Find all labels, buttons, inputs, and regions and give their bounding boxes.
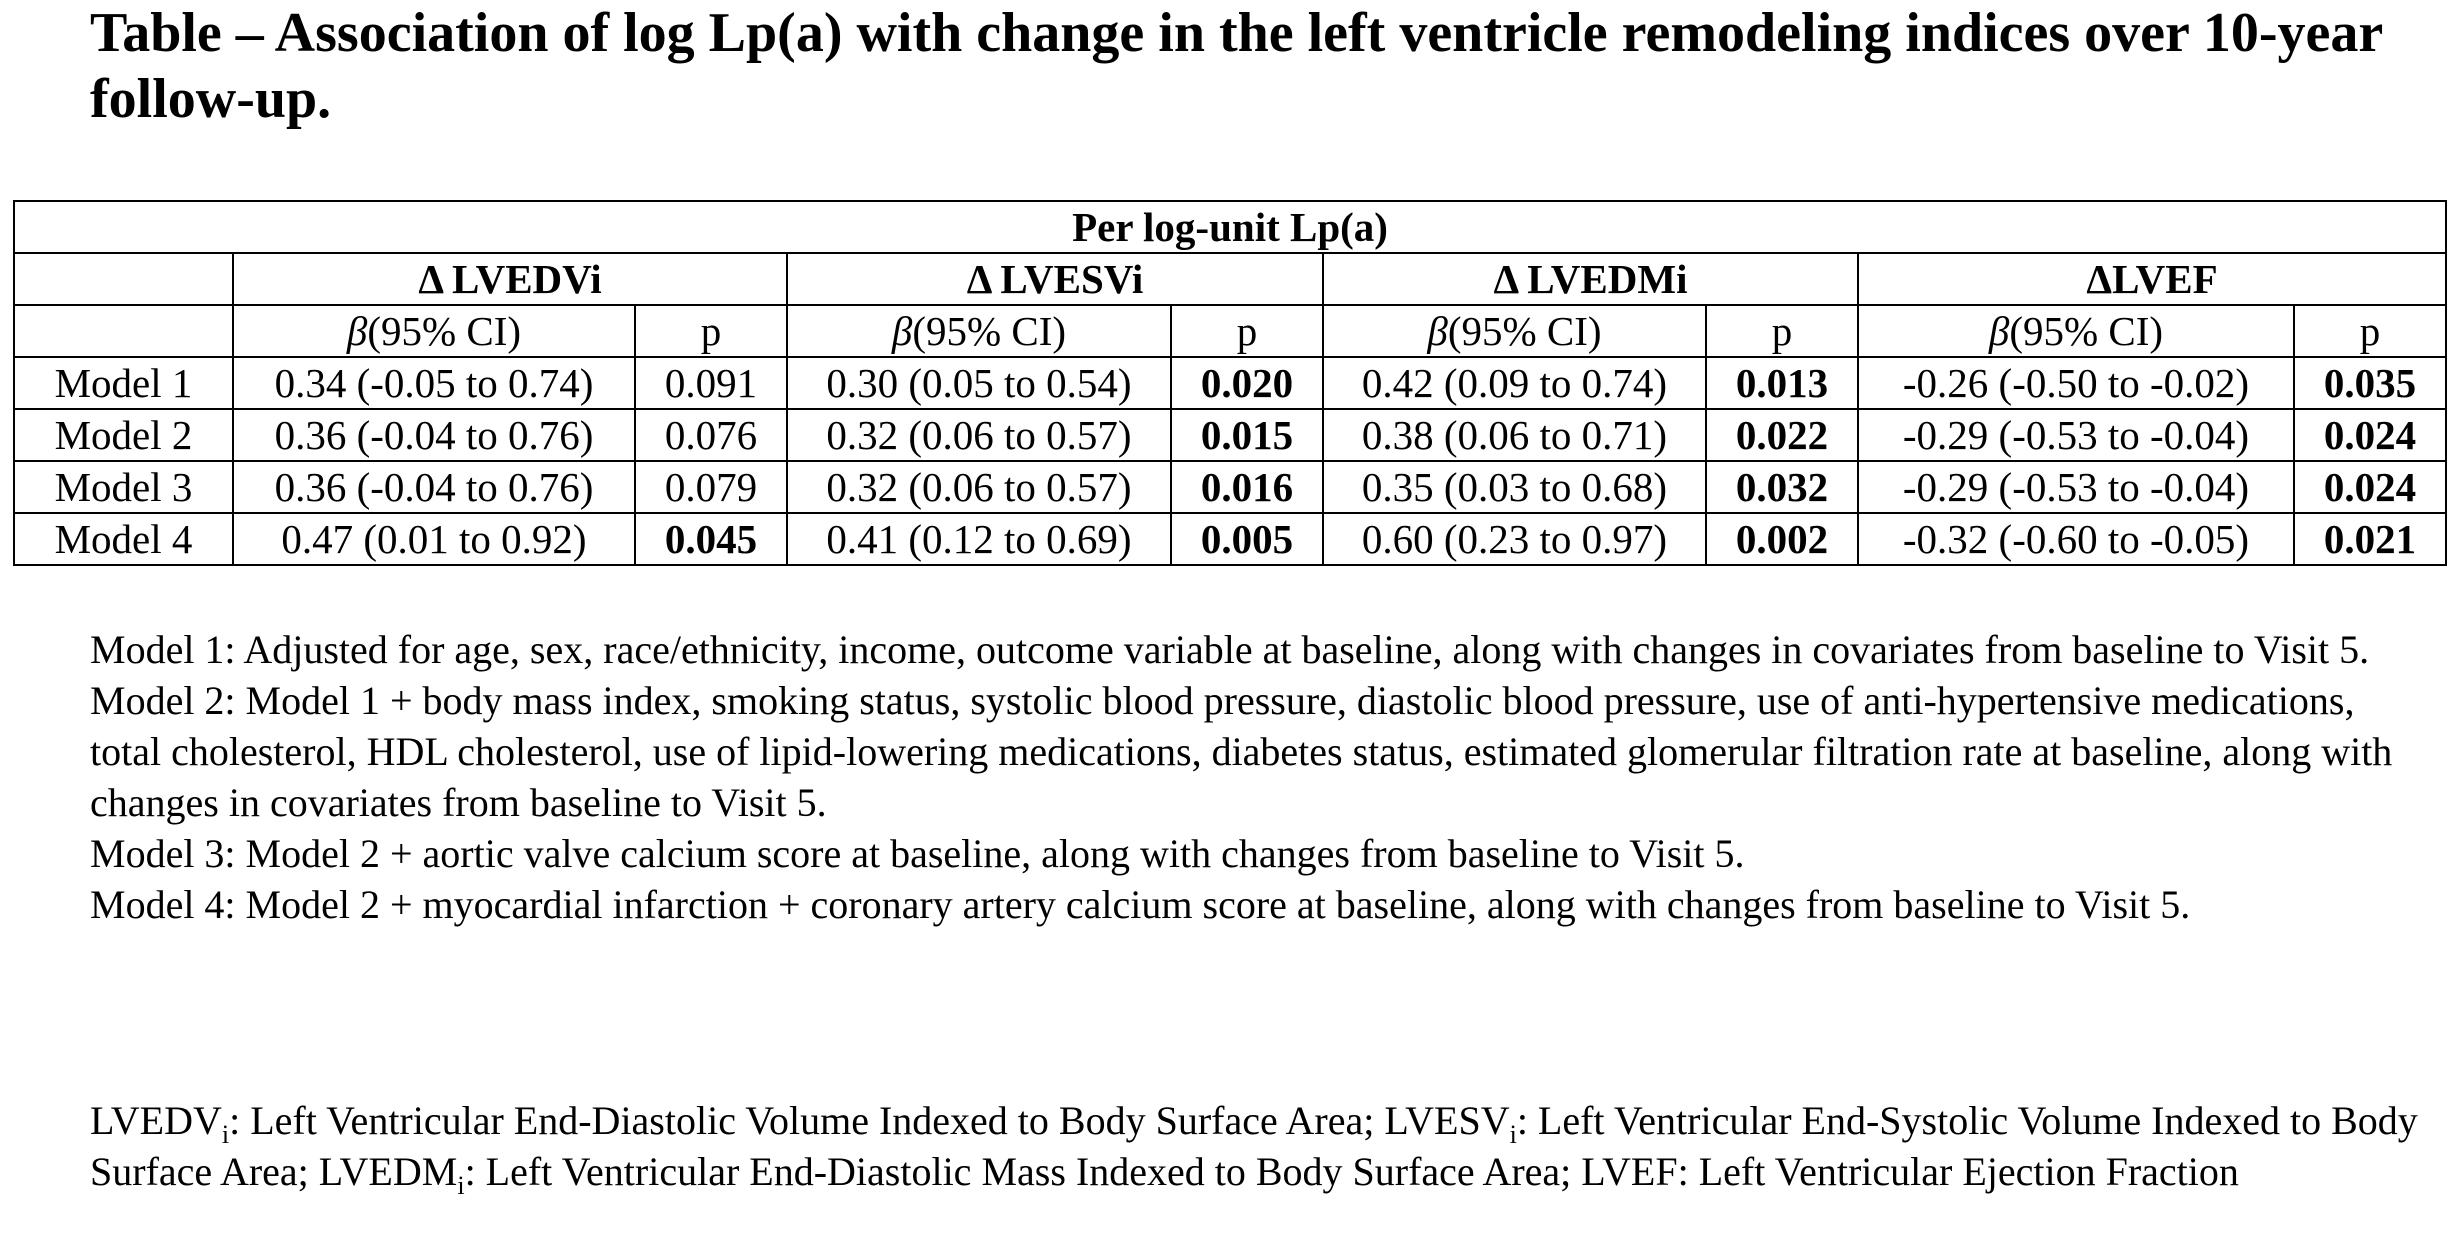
abbreviation-definition: : Left Ventricular End-Systolic Volume Indexed to Body Surface Area;: [90, 1098, 2418, 1194]
outcome-header: ΔLVEF: [1858, 253, 2446, 305]
beta-symbol: β: [1427, 308, 1448, 354]
page-title: Table – Association of log Lp(a) with change in the left ventricle remodeling indices over 10-year follow-up.: [90, 2, 2383, 130]
beta-ci-cell: 0.30 (0.05 to 0.54): [787, 357, 1171, 409]
abbreviation-term: LVESV: [1384, 1098, 1510, 1143]
subheader-row: [14, 305, 2446, 357]
beta-symbol: β: [346, 308, 368, 354]
beta-ci-cell: 0.42 (0.09 to 0.74): [1323, 357, 1706, 409]
p-value-header: p: [1706, 305, 1858, 357]
beta-ci-cell: 0.36 (-0.04 to 0.76): [233, 409, 635, 461]
p-value-cell: 0.032: [1706, 461, 1858, 513]
abbreviation-subscript: i: [221, 1120, 230, 1149]
results-table: [13, 200, 2447, 566]
beta-ci-header: [787, 305, 1171, 357]
beta-symbol: β: [891, 308, 913, 354]
abbreviation-term: LVEDM: [318, 1149, 458, 1194]
beta-ci-header: [1323, 305, 1706, 357]
beta-ci-cell: 0.36 (-0.04 to 0.76): [233, 461, 635, 513]
p-value-cell: 0.022: [1706, 409, 1858, 461]
beta-ci-header: [1858, 305, 2294, 357]
empty-corner-cell: [14, 253, 233, 305]
beta-ci-header: [233, 305, 635, 357]
abbreviation-definition: : Left Ventricular End-Diastolic Mass Indexed to Body Surface Area;: [464, 1149, 1582, 1194]
abbreviation-definition: : Left Ventricular Ejection Fraction: [1677, 1149, 2239, 1194]
table-row: [14, 357, 2446, 409]
outcome-header-row: [14, 253, 2446, 305]
beta-ci-cell: 0.32 (0.06 to 0.57): [787, 461, 1171, 513]
p-value-cell: 0.091: [635, 357, 787, 409]
p-value-cell: 0.020: [1171, 357, 1323, 409]
beta-ci-cell: -0.32 (-0.60 to -0.05): [1858, 513, 2294, 565]
beta-ci-cell: 0.38 (0.06 to 0.71): [1323, 409, 1706, 461]
p-value-cell: 0.045: [635, 513, 787, 565]
beta-ci-cell: 0.34 (-0.05 to 0.74): [233, 357, 635, 409]
outcome-header: Δ LVEDMi: [1323, 253, 1858, 305]
model-label: Model 3: [14, 461, 233, 513]
table-row: [14, 513, 2446, 565]
p-value-header: p: [635, 305, 787, 357]
model-note: Model 2: Model 1 + body mass index, smoking status, systolic blood pressure, diastolic blood pressure, use of anti-hypertensive medications, total cholesterol, HDL cholesterol, use of lipid-lowering medications, diabetes status, estimated glomerular filtration rate at baseline, along with changes in covariates from baseline to Visit 5.: [90, 678, 2393, 825]
empty-corner-cell: [14, 305, 233, 357]
model-note: Model 3: Model 2 + aortic valve calcium score at baseline, along with changes from baseline to Visit 5.: [90, 831, 1745, 876]
abbreviation-subscript: i: [457, 1171, 465, 1200]
outcome-header: Δ LVESVi: [787, 253, 1323, 305]
p-value-cell: 0.013: [1706, 357, 1858, 409]
beta-ci-label: (95% CI): [1447, 308, 1602, 354]
beta-symbol: β: [1988, 308, 2010, 354]
p-value-cell: 0.016: [1171, 461, 1323, 513]
p-value-header: p: [1171, 305, 1323, 357]
model-label: Model 4: [14, 513, 233, 565]
group-header: Per log-unit Lp(a): [14, 201, 2446, 253]
table-row: [14, 409, 2446, 461]
p-value-cell: 0.002: [1706, 513, 1858, 565]
beta-ci-label: (95% CI): [367, 308, 522, 354]
beta-ci-cell: 0.35 (0.03 to 0.68): [1323, 461, 1706, 513]
beta-ci-label: (95% CI): [912, 308, 1067, 354]
p-value-cell: 0.024: [2294, 461, 2446, 513]
p-value-cell: 0.024: [2294, 409, 2446, 461]
model-label: Model 1: [14, 357, 233, 409]
beta-ci-cell: 0.32 (0.06 to 0.57): [787, 409, 1171, 461]
group-header-row: [14, 201, 2446, 253]
model-label: Model 2: [14, 409, 233, 461]
model-notes: [90, 624, 2420, 930]
outcome-header: Δ LVEDVi: [233, 253, 787, 305]
p-value-cell: 0.005: [1171, 513, 1323, 565]
p-value-cell: 0.079: [635, 461, 787, 513]
p-value-cell: 0.021: [2294, 513, 2446, 565]
abbreviation-definition: : Left Ventricular End-Diastolic Volume Indexed to Body Surface Area;: [229, 1098, 1385, 1143]
abbreviations-note: [90, 1095, 2420, 1200]
p-value-cell: 0.035: [2294, 357, 2446, 409]
abbreviation-term: LVEDV: [90, 1098, 222, 1143]
beta-ci-cell: 0.60 (0.23 to 0.97): [1323, 513, 1706, 565]
model-note: Model 4: Model 2 + myocardial infarction + coronary artery calcium score at baseline, along with changes from baseline to Visit 5.: [90, 882, 2191, 927]
beta-ci-cell: -0.29 (-0.53 to -0.04): [1858, 461, 2294, 513]
abbreviation-term: LVEF: [1581, 1149, 1678, 1194]
table-row: [14, 461, 2446, 513]
p-value-header: p: [2294, 305, 2446, 357]
p-value-cell: 0.076: [635, 409, 787, 461]
table-body: [14, 201, 2446, 565]
beta-ci-cell: 0.41 (0.12 to 0.69): [787, 513, 1171, 565]
beta-ci-cell: 0.47 (0.01 to 0.92): [233, 513, 635, 565]
beta-ci-label: (95% CI): [2009, 308, 2164, 354]
model-note: Model 1: Adjusted for age, sex, race/ethnicity, income, outcome variable at baseline, along with changes in covariates from baseline to Visit 5.: [90, 627, 2370, 672]
abbreviation-subscript: i: [1509, 1120, 1517, 1149]
beta-ci-cell: -0.29 (-0.53 to -0.04): [1858, 409, 2294, 461]
beta-ci-cell: -0.26 (-0.50 to -0.02): [1858, 357, 2294, 409]
p-value-cell: 0.015: [1171, 409, 1323, 461]
